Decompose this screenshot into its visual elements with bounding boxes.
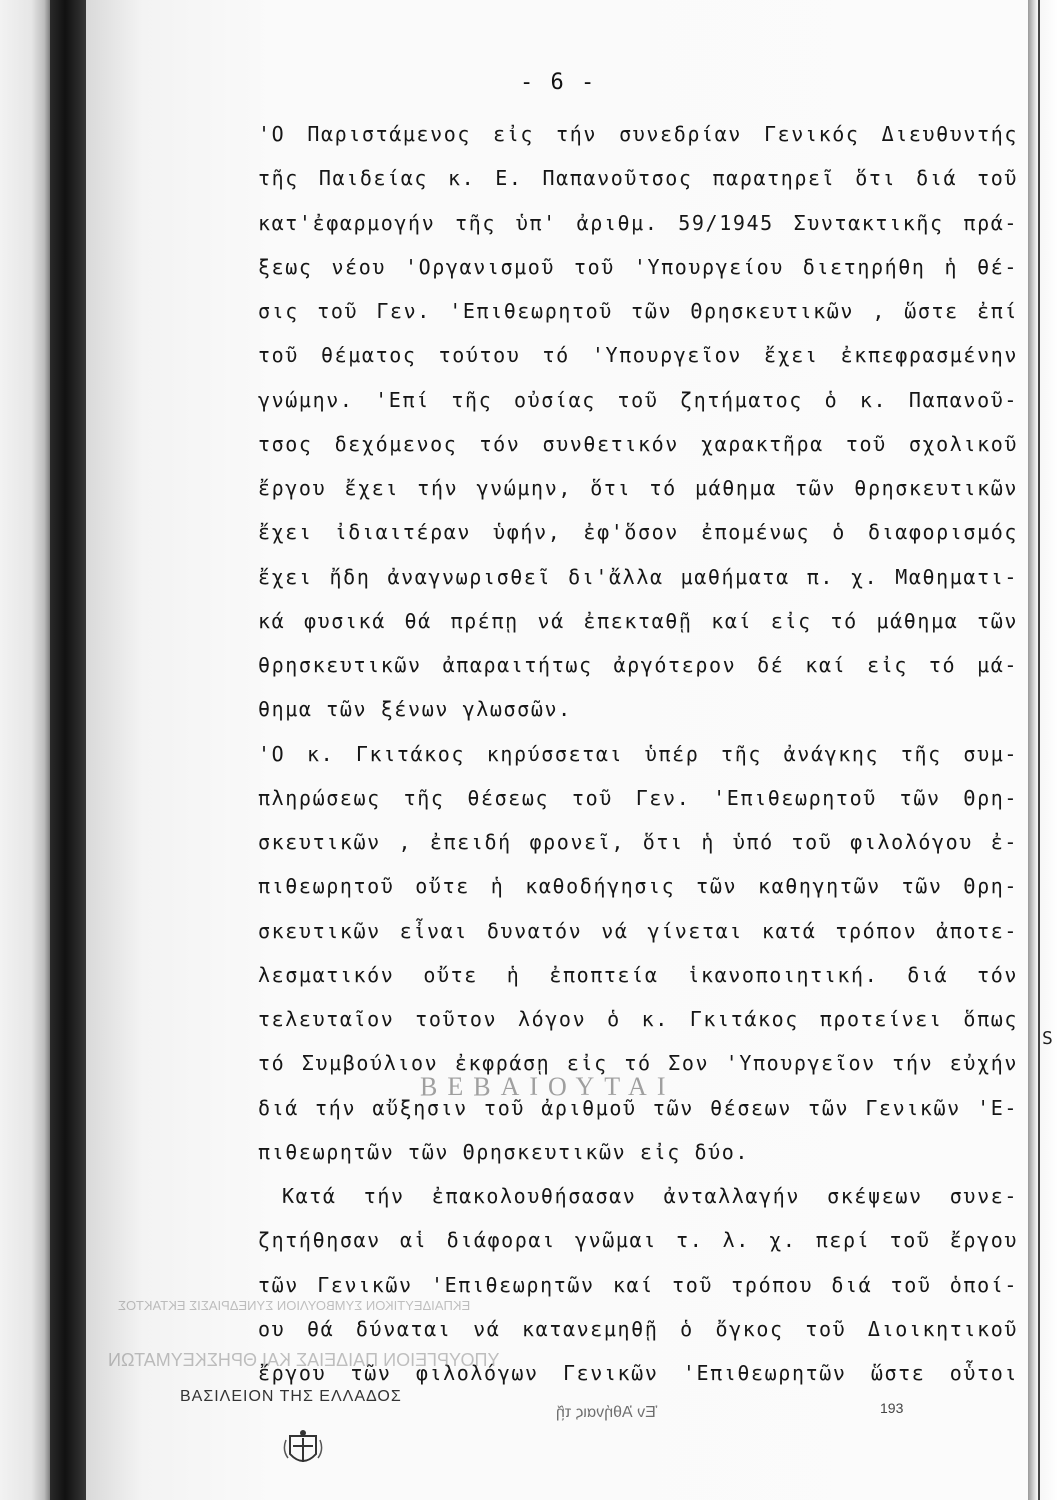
margin-mark: S	[1042, 1028, 1053, 1049]
text-line: τῶν Γενικῶν 'Επιθεωρητῶν καί τοῦ τρόπου διά τοῦ ὁποί-	[258, 1272, 1018, 1297]
left-page-edge	[0, 0, 52, 1500]
text-line: σις τοῦ Γεν. 'Επιθεωρητοῦ τῶν Θρησκευτικῶν , ὥστε ἐπί	[258, 299, 1018, 323]
book-spine	[50, 0, 88, 1500]
text-line: τοῦ θέματος τούτου τό 'Υπουργεῖον ἔχει ἐκπεφρασμένην	[258, 343, 1018, 368]
text-line: διά τήν αὔξησιν τοῦ ἀριθμοῦ τῶν θέσεων τῶν Γενικῶν 'Ε-	[258, 1095, 1018, 1120]
text-line: 'Ο κ. Γκιτάκος κηρύσσεται ὑπέρ τῆς ἀνάγκης τῆς συμ-	[258, 741, 1018, 766]
text-line: τῆς Παιδείας κ. Ε. Παπανοῦτσος παρατηρεῖ ὅτι διά τοῦ	[258, 166, 1018, 191]
coat-of-arms-icon	[282, 1428, 324, 1472]
text-line: ἔχει ἰδιαιτέραν ὑφήν, ἐφ'ὅσον ἐπομένως ὁ διαφορισμός	[258, 520, 1018, 545]
text-line: ἔργου ἔχει τήν γνώμην, ὅτι τό μάθημα τῶν θρησκευτικῶν	[258, 476, 1018, 500]
text-line: τελευταῖον τοῦτον λόγον ὁ κ. Γκιτάκος προτείνει ὅπως	[258, 1007, 1018, 1031]
text-line: 'Ο Παριστάμενος εἰς τήν συνεδρίαν Γενικός Διευθυντής	[258, 122, 1018, 146]
text-line: ζητήθησαν αἱ διάφοραι γνῶμαι τ. λ. χ. περί τοῦ ἔργου	[258, 1228, 1018, 1253]
bleed-through-text: ΕΚΠΑΙΔΕΥΤΙΚΟΝ ΣΥΜΒΟΥΛΙΟΝ ΣΥΝΕΔΡΙΑΣΙΣ ΕΚΤΑΚΤΟΣ	[118, 1298, 471, 1313]
text-line: ξεως νέου 'Οργανισμοῦ τοῦ 'Υπουργείου διετηρήθη ἡ θέ-	[258, 254, 1018, 279]
text-line: τσος δεχόμενος τόν συνθετικόν χαρακτῆρα τοῦ σχολικοῦ	[258, 431, 1018, 456]
text-line: σκευτικῶν εἶναι δυνατόν νά γίνεται κατά τρόπον ἀποτε-	[258, 918, 1018, 943]
text-line: ἔχει ἤδη ἀναγνωρισθεῖ δι'ἄλλα μαθήματα π. χ. Μαθηματι-	[258, 564, 1018, 589]
body-text	[258, 112, 1018, 1395]
text-line: σκευτικῶν , ἐπειδή φρονεῖ, ὅτι ἡ ὑπό τοῦ φιλολόγου ἐ-	[258, 830, 1018, 854]
text-line: κατ'ἐφαρμογήν τῆς ὑπ' ἀριθμ. 59/1945 Συντακτικῆς πρά-	[258, 210, 1018, 235]
text-line: ου θά δύναται νά κατανεμηθῇ ὁ ὄγκος τοῦ Διοικητικοῦ	[258, 1316, 1018, 1341]
text-line: θημα τῶν ξένων γλωσσῶν.	[258, 697, 572, 722]
text-line: πληρώσεως τῆς θέσεως τοῦ Γεν. 'Επιθεωρητοῦ τῶν Θρη-	[258, 785, 1018, 810]
text-line: Κατά τήν ἐπακολουθήσασαν ἀνταλλαγήν σκέψεων συνε-	[282, 1184, 1018, 1208]
footer-date-line: Ἐν Ἀθήναις τῇ	[556, 1404, 658, 1421]
right-page-edge	[1028, 0, 1058, 1500]
text-line: λεσματικόν οὔτε ἡ ἐποπτεία ἱκανοποιητική. διά τόν	[258, 962, 1018, 987]
text-line: πιθεωρητῶν τῶν Θρησκευτικῶν εἰς δύο.	[258, 1139, 750, 1164]
page-number: - 6 -	[520, 70, 597, 95]
text-line: γνώμην. 'Επί τῆς οὐσίας τοῦ ζητήματος ὁ κ. Παπανοῦ-	[258, 387, 1018, 412]
bleed-through-text: ΥΠΟΥΡΓΕΙΟΝ ΠΑΙΔΕΙΑΣ ΚΑΙ ΘΡΗΣΚΕΥΜΑΤΩΝ	[108, 1350, 500, 1370]
text-line: κά φυσικά θά πρέπῃ νά ἐπεκταθῇ καί εἰς τό μάθημα τῶν	[258, 608, 1018, 633]
text-line: πιθεωρητοῦ οὔτε ἡ καθοδήγησις τῶν καθηγητῶν τῶν Θρη-	[258, 874, 1018, 899]
stamp: ΒΕΒΑΙΟΥΤΑΙ	[420, 1072, 676, 1101]
footer-year: 193	[880, 1400, 904, 1416]
letterhead-kingdom: ΒΑΣΙΛΕΙΟΝ ΤΗΣ ΕΛΛΑΔΟΣ	[180, 1388, 402, 1405]
margin-rule	[1038, 0, 1040, 1500]
text-line: τό Συμβούλιον ἐκφράσῃ εἰς τό Σον 'Υπουργεῖον τήν εὐχήν	[258, 1051, 1018, 1076]
text-line: θρησκευτικῶν ἀπαραιτήτως ἀργότερον δέ καί εἰς τό μά-	[258, 653, 1018, 677]
text-line: ἔργου τῶν φιλολόγων Γενικῶν 'Επιθεωρητῶν ὥστε οὗτοι	[258, 1361, 1018, 1385]
